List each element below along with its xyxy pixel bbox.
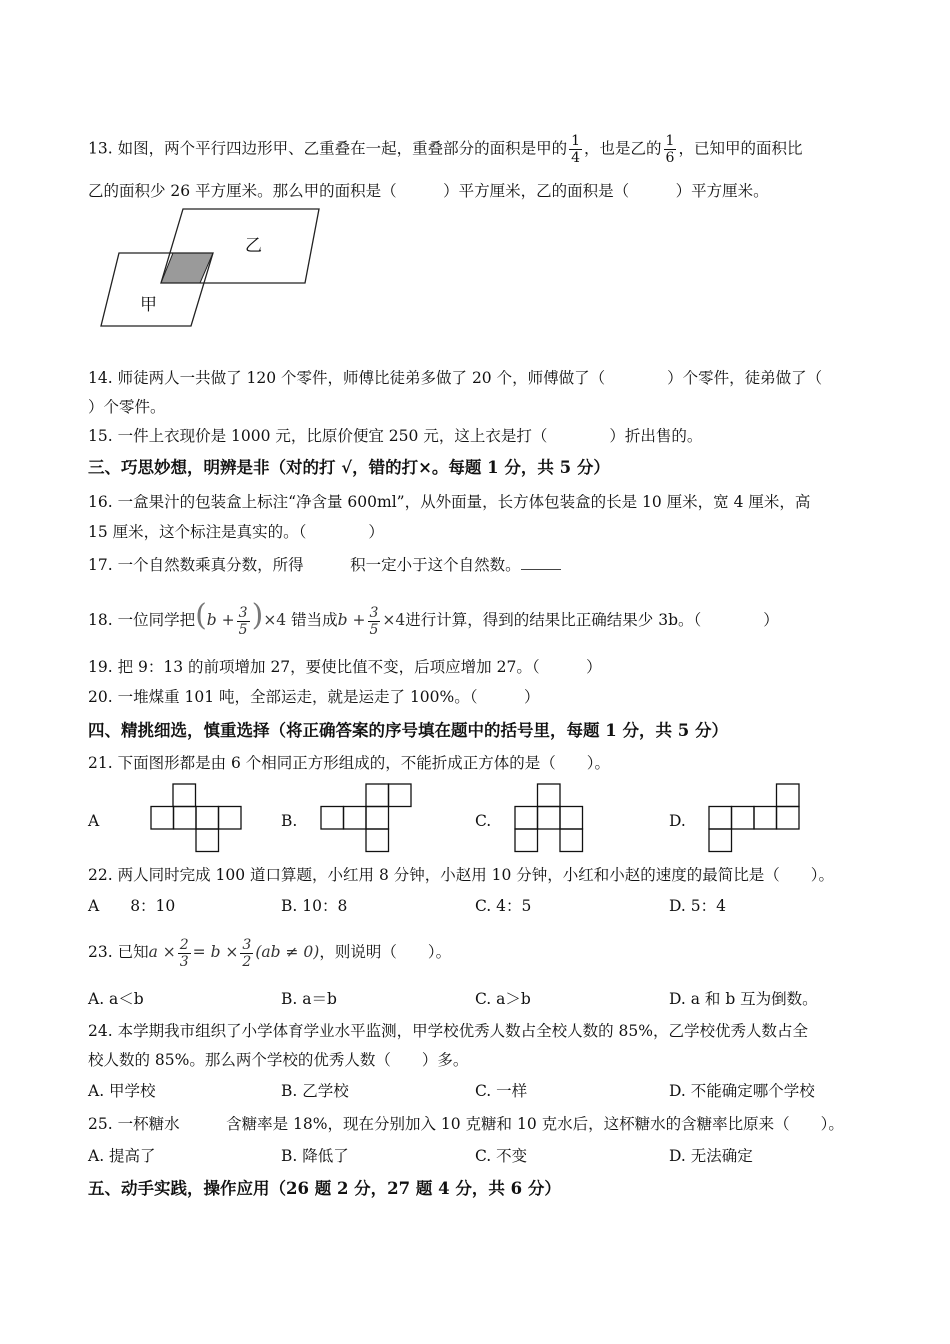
q21-net-d (708, 783, 804, 855)
q24-option-b[interactable]: B. 乙学校 (281, 1082, 349, 1100)
q18-expr-wrong: b + $\frac{3}{5}$ ×4 (337, 604, 406, 638)
label-yi: 乙 (245, 236, 262, 256)
q13-text-a: 13. 如图，两个平行四边形甲、乙重叠在一起，重叠部分的面积是甲的 (88, 139, 568, 158)
q23-text-post: ，则说明（ ）。 (319, 943, 452, 961)
q23-option-d[interactable]: D. a 和 b 互为倒数。 (669, 990, 818, 1008)
q16-line1: 16. 一盒果汁的包装盒上标注“净含量 600ml”，从外面量，长方体包装盒的长是 10 厘米，宽 4 厘米，高 (88, 493, 811, 511)
q21-option-d-label: D. (669, 812, 686, 830)
q24-line2: 校人数的 85%。那么两个学校的优秀人数（ ）多。 (88, 1051, 469, 1069)
q24-line1: 24. 本学期我市组织了小学体育学业水平监测，甲学校优秀人数占全校人数的 85%，乙学校优秀人数占全 (88, 1022, 808, 1040)
q22-option-c[interactable]: C. 4：5 (475, 897, 532, 915)
q24-option-c[interactable]: C. 一样 (475, 1082, 528, 1100)
q25-option-b[interactable]: B. 降低了 (281, 1147, 349, 1165)
q17-line (88, 554, 561, 576)
q20-text: 20. 一堆煤重 101 吨，全部运走，就是运走了 100%。（ ） (88, 688, 540, 706)
q23-option-b[interactable]: B. a＝b (281, 990, 337, 1008)
section5-heading: 五、动手实践，操作应用（26 题 2 分，27 题 4 分，共 6 分） (88, 1179, 561, 1198)
q18-line (88, 596, 779, 640)
q23-text-pre: 23. 已知 (88, 943, 149, 961)
q22-option-a[interactable]: A 8：10 (88, 897, 176, 915)
section4-heading: 四、精挑细选，慎重选择（将正确答案的序号填在题中的括号里，每题 1 分，共 5 分） (88, 721, 728, 740)
q21-net-b (320, 783, 414, 855)
q21-option-a-label: A (88, 812, 100, 830)
q21-text: 21. 下面图形都是由 6 个相同正方形组成的，不能折成正方体的是（ ）。 (88, 754, 611, 772)
q22-option-b[interactable]: B. 10：8 (281, 897, 348, 915)
q23-line (88, 932, 451, 972)
q13-fraction-jia: $\frac{1}{4}$ (571, 133, 581, 166)
q24-option-d[interactable]: D. 不能确定哪个学校 (669, 1082, 815, 1100)
q13-line1 (88, 133, 802, 166)
q18-text-post: 进行计算，得到的结果比正确结果少 3b。（ ） (405, 611, 779, 629)
q25-option-c[interactable]: C. 不变 (475, 1147, 528, 1165)
q18-text-mid: 错当成 (291, 611, 338, 629)
q24-option-a[interactable]: A. 甲学校 (88, 1082, 156, 1100)
q13-line2: 乙的面积少 26 平方厘米。那么甲的面积是（ ）平方厘米，乙的面积是（ ）平方厘米。 (88, 182, 769, 200)
q22-option-d[interactable]: D. 5：4 (669, 897, 726, 915)
q18-expr-correct: (b + $\frac{3}{5}$ )×4 (195, 598, 287, 638)
q19-text: 19. 把 9：13 的前项增加 27，要使比值不变，后项应增加 27。（ ） (88, 658, 602, 676)
q13-fraction-yi: $\frac{1}{6}$ (665, 133, 675, 166)
q21-option-c-label: C. (475, 812, 492, 830)
q15-text: 15. 一件上衣现价是 1000 元，比原价便宜 250 元，这上衣是打（ ）折出售的。 (88, 427, 703, 445)
section3-heading: 三、巧思妙想，明辨是非（对的打 √，错的打×。每题 1 分，共 5 分） (88, 458, 610, 477)
q23-option-a[interactable]: A. a＜b (88, 990, 144, 1008)
label-jia: 甲 (140, 295, 157, 315)
q21-net-c (514, 783, 588, 855)
q18-text-pre: 18. 一位同学把 (88, 611, 196, 629)
q13-text-c: ，已知甲的面积比 (678, 139, 803, 158)
q25-text: 25. 一杯糖水 含糖率是 18%，现在分别加入 10 克糖和 10 克水后，这杯糖水的含糖率比原来（ ）。 (88, 1115, 844, 1133)
q22-text: 22. 两人同时完成 100 道口算题，小红用 8 分钟，小赵用 10 分钟，小红和小赵的速度的最简比是（ ）。 (88, 866, 835, 884)
q21-net-a (150, 783, 244, 855)
q25-option-d[interactable]: D. 无法确定 (669, 1147, 753, 1165)
q21-option-b-label: B. (281, 812, 298, 830)
q14-line2: ）个零件。 (88, 398, 166, 416)
q23-option-c[interactable]: C. a＞b (475, 990, 531, 1008)
q23-equation: a × $\frac{2}{3}$ = b × $\frac{3}{2}$ (ab ≠ 0) (148, 936, 320, 970)
q17-answer-blank (521, 555, 561, 570)
q17-text: 17. 一个自然数乘真分数，所得 积一定小于这个自然数。 (88, 556, 521, 574)
q25-option-a[interactable]: A. 提高了 (88, 1147, 156, 1165)
q13-text-b: ，也是乙的 (584, 139, 662, 158)
q16-line2: 15 厘米，这个标注是真实的。（ ） (88, 523, 384, 541)
q14-line1: 14. 师徒两人一共做了 120 个零件，师傅比徒弟多做了 20 个，师傅做了（ ）个零件，徒弟做了（ (88, 369, 823, 387)
q13-parallelogram-figure (95, 203, 325, 333)
